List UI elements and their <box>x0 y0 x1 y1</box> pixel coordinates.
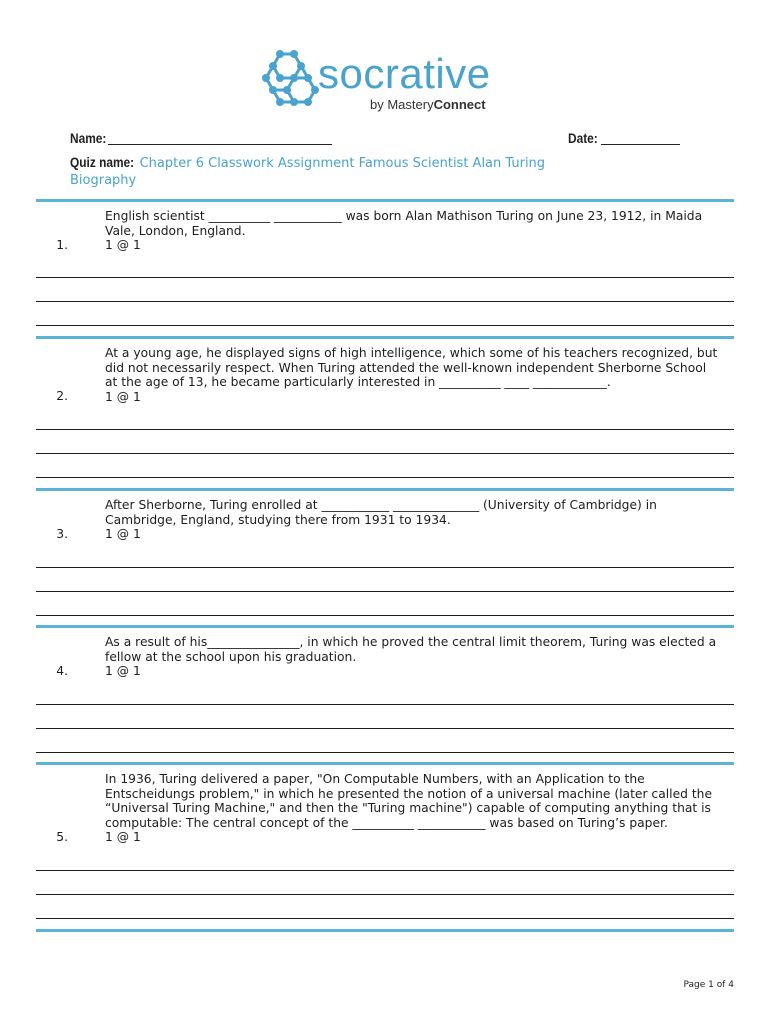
answer-line[interactable] <box>36 567 734 568</box>
quiz-title: Chapter 6 Classwork Assignment Famous Scientist Alan Turing Biography <box>70 156 546 188</box>
question-number: 2. <box>56 389 68 403</box>
date-label: Date: <box>568 130 598 146</box>
question-divider <box>36 336 734 339</box>
answer-line[interactable] <box>36 477 734 478</box>
answer-line[interactable] <box>36 752 734 753</box>
question-text <box>105 772 720 845</box>
brand-byline <box>370 97 486 113</box>
question-number: 4. <box>56 664 68 678</box>
quiz-name-label: Quiz name: <box>70 154 135 170</box>
quiz-name <box>70 154 570 189</box>
question-text <box>105 635 720 679</box>
answer-line[interactable] <box>36 615 734 616</box>
question-prompt: At a young age, he displayed signs of high intelligence, which some of his teachers recognized, but did not necessarily respect. When Turing attended the well-known independent Sherborne School at the age of 13, he became particularly interested in __________ ____ ____________. <box>105 346 718 390</box>
question-number: 3. <box>56 527 68 541</box>
question-prompt: After Sherborne, Turing enrolled at ___________ ______________ (University of Cambridge) in Cambridge, England, studying there from 1931 to 1934. <box>105 498 657 527</box>
answer-line[interactable] <box>36 728 734 729</box>
answer-line[interactable] <box>36 591 734 592</box>
question-divider <box>36 625 734 628</box>
question-points: 1 @ 1 <box>105 830 141 845</box>
question-points: 1 @ 1 <box>105 664 141 679</box>
question-number: 1. <box>56 238 68 252</box>
answer-line[interactable] <box>36 894 734 895</box>
answer-line[interactable] <box>36 918 734 919</box>
page-number: Page 1 of 4 <box>683 980 734 990</box>
answer-line[interactable] <box>36 429 734 430</box>
question-divider <box>36 199 734 202</box>
question-text <box>105 209 720 253</box>
question-divider <box>36 929 734 932</box>
name-field[interactable] <box>108 144 332 145</box>
question-prompt: In 1936, Turing delivered a paper, "On Computable Numbers, with an Application to the Entscheidungs problem," in which he presented the notion of a universal machine (later called the “Universal Turing Machine," and then the "Turing machine") capable of computing anything that is computable: The central concept of the __________ ___________ was based on Turing’s paper. <box>105 772 713 830</box>
question-points: 1 @ 1 <box>105 238 141 253</box>
question-prompt: English scientist __________ ___________ was born Alan Mathison Turing on June 23, 1912, in Maida Vale, London, England. <box>105 209 703 238</box>
question-prompt: As a result of his_______________, in which he proved the central limit theorem, Turing was elected a fellow at the school upon his graduation. <box>105 635 717 664</box>
answer-line[interactable] <box>36 301 734 302</box>
brand-wordmark: socrative <box>318 50 491 97</box>
question-number: 5. <box>56 830 68 844</box>
date-field[interactable] <box>601 144 680 145</box>
question-points: 1 @ 1 <box>105 389 141 404</box>
answer-line[interactable] <box>36 277 734 278</box>
byline-prefix: by Mastery <box>370 97 434 112</box>
answer-line[interactable] <box>36 870 734 871</box>
answer-line[interactable] <box>36 325 734 326</box>
answer-line[interactable] <box>36 453 734 454</box>
byline-connect: Connect <box>433 97 486 112</box>
question-text <box>105 498 720 542</box>
answer-line[interactable] <box>36 704 734 705</box>
question-points: 1 @ 1 <box>105 527 141 542</box>
name-label: Name: <box>70 130 107 146</box>
question-text <box>105 346 720 404</box>
question-divider <box>36 488 734 491</box>
question-divider <box>36 762 734 765</box>
